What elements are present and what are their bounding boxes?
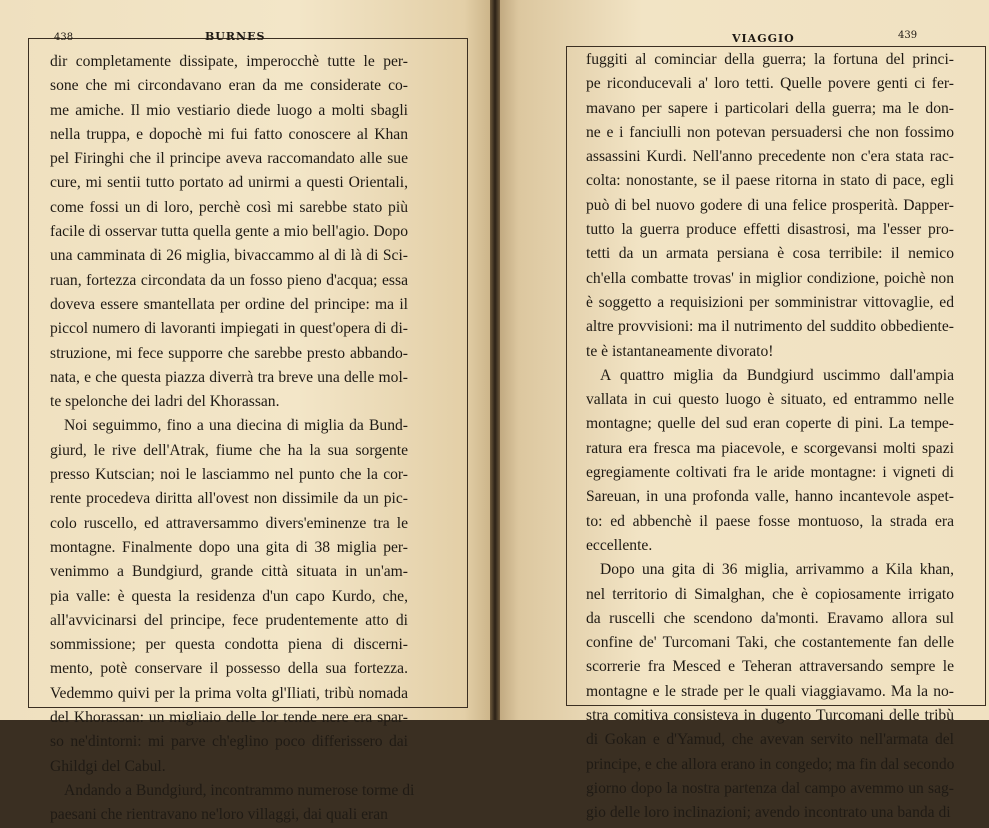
text-line: altre provvisioni: ma il nutrimento del suddito obbediente-	[586, 318, 954, 336]
text-line: ratura era fresca ma piacevole, e scorgevansi molti spazi	[586, 439, 954, 457]
text-line: gio delle loro inclinazioni; avendo incontrato una banda di	[586, 804, 951, 822]
text-line: pia valle: è questa la residenza d'un capo Kurdo, che,	[50, 587, 408, 605]
text-line: tutto la guerra produce effetti disastrosi, ma l'esser pro-	[586, 221, 954, 239]
text-line: venimmo a Bundgiurd, grande città situata in un'am-	[50, 563, 408, 581]
text-line: giorno dopo la nostra partenza dal campo avemmo un sag-	[586, 779, 954, 797]
text-line: confine de' Turcomani Taki, che costantemente fan delle	[586, 634, 954, 652]
left-page-number: 438	[54, 32, 74, 43]
text-line: una camminata di 26 miglia, bivaccammo al di là di Sci-	[50, 247, 408, 265]
text-line: da ruscelli che scendono da'monti. Eravamo allora sul	[586, 609, 954, 627]
text-line: A quattro miglia da Bundgiurd uscimmo dall'ampia	[600, 366, 954, 384]
text-line: di Gokan e d'Yamud, che avevan servito nell'armata del	[586, 731, 954, 749]
text-line: montagne. Finalmente dopo una gita di 38 miglia per-	[50, 538, 408, 556]
text-line: sone che mi circondavano eran da me considerate co-	[50, 77, 408, 95]
text-line: te spelonche dei ladri del Khorassan.	[50, 393, 280, 411]
text-line: to: ed abbenchè il paese fosse montuoso, la strada era	[586, 512, 954, 530]
text-line: piccol numero di lavoranti impiegati in quest'opera di di-	[50, 320, 408, 338]
left-running-header: BURNES	[205, 30, 266, 43]
text-line: nel territorio di Simalghan, che è copiosamente irrigato	[586, 585, 954, 603]
text-line: nata, e che questa piazza diverrà tra breve una delle mol-	[50, 368, 408, 386]
book-spine	[490, 0, 500, 720]
text-line: sommissione; per questa condotta piena di discerni-	[50, 636, 408, 654]
text-line: cure, mi sentii tutto portato ad unirmi a questi Orientali,	[50, 174, 408, 192]
text-line: vallata in cui questo luogo è situato, ed entrammo nelle	[586, 391, 954, 409]
text-line: doveva essere smantellata per ordine del principe: ma il	[50, 295, 408, 313]
text-line: Noi seguimmo, fino a una diecina di miglia da Bund-	[64, 417, 408, 435]
text-line: mavano per sapere i particolari della guerra; ma le don-	[586, 99, 954, 117]
text-line: presso Kutscian; noi le lasciammo nel punto che la cor-	[50, 466, 408, 484]
text-line: facile di osservar tutta quella gente a mio bell'agio. Dopo	[50, 223, 408, 241]
text-line: del Khorassan: un migliaio delle lor tende nere era spar-	[50, 709, 408, 727]
text-line: colta: nonostante, se il paese ritorna in stato di pace, egli	[586, 172, 954, 190]
text-line: tetti da un armata persiana è cosa terribile: il nemico	[586, 245, 954, 263]
text-line: come fossi un di loro, perchè così mi sarebbe stato più	[50, 198, 408, 216]
text-line: rente procedeva diritta all'ovest non dissimile da un pic-	[50, 490, 408, 508]
left-page	[0, 0, 494, 824]
right-body-text	[586, 48, 954, 826]
text-line: scorrerie fra Mesced e Teheran attraversando sempre le	[586, 658, 954, 676]
right-page-number: 439	[898, 30, 918, 41]
text-line: stra comitiva consisteva in dugento Turcomani delle tribù	[586, 707, 954, 725]
text-line: Dopo una gita di 36 miglia, arrivammo a Kila khan,	[600, 561, 954, 579]
text-line: montagne; quelle del sud eran coperte di pini. La tempe-	[586, 415, 954, 433]
left-body-text	[50, 50, 415, 828]
text-line: può di bel nuovo godere di una felice prosperità. Dapper-	[586, 196, 954, 214]
text-line: eccellente.	[586, 536, 653, 554]
text-line: ruan, fortezza circondata da un fosso pieno d'acqua; essa	[50, 271, 408, 289]
text-line: pe riconducevali a' loro tetti. Quelle povere genti ci fer-	[586, 75, 954, 93]
text-line: all'avvicinarsi del principe, fece prudentemente atto di	[50, 611, 408, 629]
text-line: montagne e le strade per le quali viaggiavamo. Ma la no-	[586, 682, 954, 700]
text-line: nella truppa, e dopochè mi fui fatto conoscere al Khan	[50, 125, 408, 143]
text-line: pel Firinghi che il principe aveva raccomandato alle sue	[50, 150, 408, 168]
text-line: dir completamente dissipate, imperocchè tutte le per-	[50, 53, 408, 70]
text-line: è soggetto a requisizioni per somministrar vittovaglie, ed	[586, 293, 954, 311]
text-line: ch'ella combatte trovas' in miglior condizione, poichè non	[586, 269, 954, 287]
text-line: principe, e che allora erano in congedo; ma fin dal secondo	[586, 755, 955, 773]
text-line: Vedemmo quivi per la prima volta gl'Iliati, tribù nomada	[50, 684, 408, 702]
text-line: paesani che rientravano ne'loro villaggi, dai quali eran	[50, 806, 388, 824]
text-line: ne e i fanciulli non potevan persuadersi che non fossimo	[586, 123, 954, 141]
text-line: struzione, mi fece supporre che sarebbe presto abbando-	[50, 344, 408, 362]
text-line: Andando a Bundgiurd, incontrammo numerose torme di	[64, 781, 415, 799]
text-line: Ghildgi del Cabul.	[50, 757, 166, 775]
text-line: assassini Kurdi. Nell'anno precedente non c'era stata rac-	[586, 148, 954, 166]
text-line: te è istantaneamente divorato!	[586, 342, 774, 360]
text-line: so ne'dintorni: mi parve ch'eglino poco differissero dai	[50, 733, 408, 751]
text-line: colo ruscello, ed attraversammo divers'eminenze tra le	[50, 514, 408, 532]
text-line: egregiamente coltivati fra le aride montagne: i vigneti di	[586, 464, 954, 482]
text-line: giurd, le rive dell'Atrak, fiume che ha la sua sorgente	[50, 441, 408, 459]
text-line: me amiche. Il mio vestiario diede luogo a molti sbagli	[50, 101, 408, 119]
text-line: Sareuan, in una profonda valle, hanno incantevole aspet-	[586, 488, 954, 506]
right-running-header: VIAGGIO	[732, 32, 795, 45]
text-line: mento, potè conservare il possesso della sua fortezza.	[50, 660, 408, 678]
text-line: fuggiti al cominciar della guerra; la fortuna del princi-	[586, 51, 954, 68]
right-page	[494, 0, 989, 822]
